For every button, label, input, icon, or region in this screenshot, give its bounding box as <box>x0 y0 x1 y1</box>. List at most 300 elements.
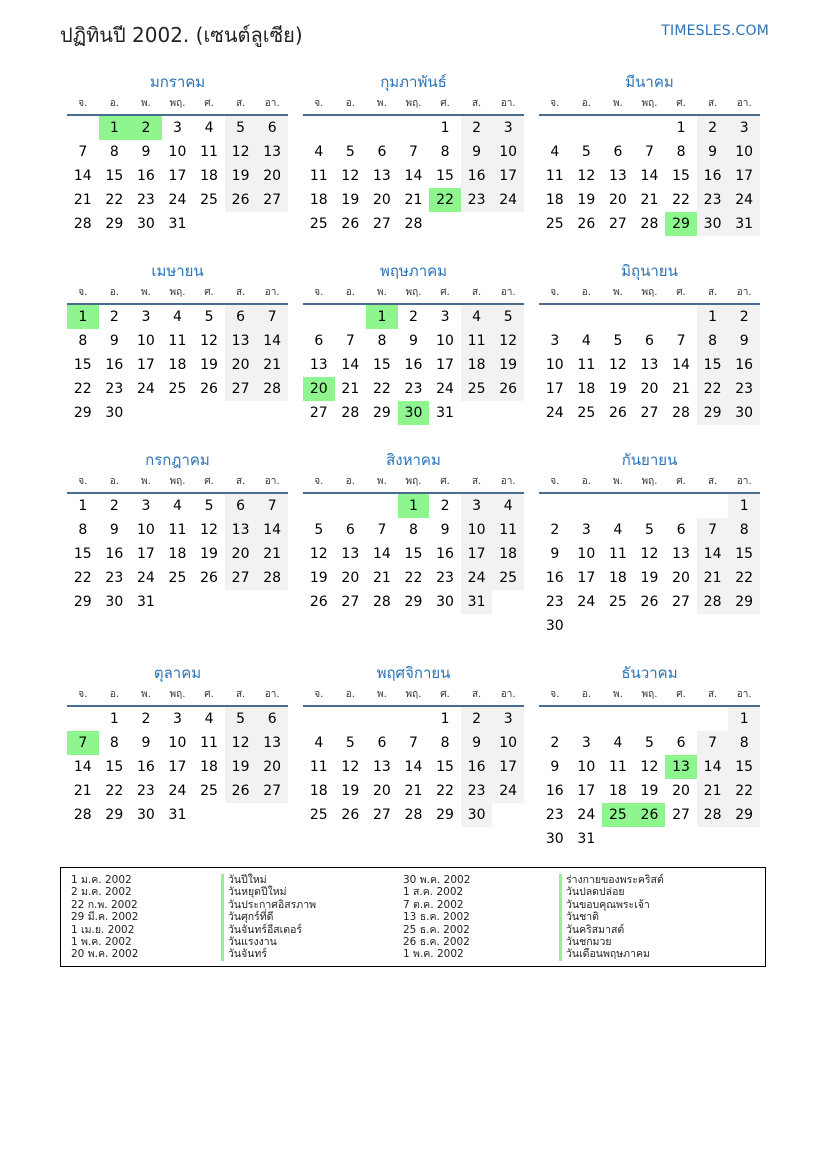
day-cell: 6 <box>225 305 257 329</box>
day-cell: 4 <box>613 522 623 538</box>
day-cell: 12 <box>577 168 596 184</box>
day-cell: 8 <box>697 329 729 353</box>
weekday-header <box>539 94 760 116</box>
day-grid <box>67 116 288 236</box>
weekday-label: จ. <box>550 689 560 700</box>
day-grid <box>539 707 760 851</box>
day-cell: 9 <box>141 144 151 160</box>
day-cell: 6 <box>256 116 288 140</box>
day-cell: 20 <box>640 381 659 397</box>
day-cell: 17 <box>577 783 596 799</box>
day-cell: 28 <box>372 594 391 610</box>
day-cell: 21 <box>256 353 288 377</box>
empty-cell <box>634 305 666 329</box>
weekday-label: ส. <box>707 476 718 487</box>
holiday-list <box>60 867 766 967</box>
day-cell: 10 <box>168 144 187 160</box>
day-cell: 30 <box>136 807 155 823</box>
weekday-label: พ. <box>141 287 151 298</box>
day-cell: 17 <box>492 164 524 188</box>
empty-cell <box>571 494 603 518</box>
day-cell: 5 <box>613 333 623 349</box>
day-cell: 13 <box>225 518 257 542</box>
day-cell: 23 <box>545 807 564 823</box>
empty-cell <box>303 305 335 329</box>
day-cell: 11 <box>309 759 328 775</box>
empty-cell <box>335 116 367 140</box>
day-cell: 8 <box>78 333 88 349</box>
weekday-label: พฤ. <box>405 689 422 700</box>
holiday-date: 1 ม.ค. 2002 <box>71 874 132 886</box>
day-cell: 4 <box>173 309 182 325</box>
day-cell: 9 <box>141 735 151 751</box>
day-cell: 26 <box>341 807 360 823</box>
weekday-label: พฤ. <box>169 476 186 487</box>
empty-cell <box>303 494 335 518</box>
day-cell: 27 <box>256 188 288 212</box>
weekday-label: จ. <box>314 287 324 298</box>
day-cell: 17 <box>136 357 155 373</box>
day-cell: 27 <box>309 405 328 421</box>
day-cell: 13 <box>372 168 391 184</box>
weekday-label: จ. <box>314 98 324 109</box>
day-cell: 21 <box>73 192 92 208</box>
day-cell: 14 <box>341 357 360 373</box>
day-cell: 28 <box>73 807 92 823</box>
day-cell: 26 <box>200 381 218 397</box>
day-cell: 4 <box>613 735 623 751</box>
day-cell: 22 <box>105 783 124 799</box>
day-cell: 31 <box>168 807 187 823</box>
day-cell: 20 <box>608 192 627 208</box>
day-cell: 23 <box>461 779 493 803</box>
day-cell: 11 <box>608 759 627 775</box>
day-cell: 22 <box>436 783 454 799</box>
day-cell: 27 <box>372 807 391 823</box>
month-name: กรกฎาคม <box>145 451 210 469</box>
day-cell: 4 <box>581 333 591 349</box>
day-cell: 4 <box>173 498 182 514</box>
day-cell: 29 <box>105 807 124 823</box>
weekday-label: อา. <box>264 287 280 298</box>
day-cell: 6 <box>377 735 387 751</box>
holiday-date: 1 พ.ค. 2002 <box>71 936 132 949</box>
day-cell: 12 <box>492 329 524 353</box>
day-cell: 28 <box>256 566 288 590</box>
empty-cell <box>366 116 398 140</box>
day-cell: 28 <box>697 590 729 614</box>
day-grid <box>67 494 288 614</box>
day-cell: 21 <box>256 542 288 566</box>
weekday-label: พ. <box>141 98 151 109</box>
day-cell: 27 <box>256 779 288 803</box>
weekday-label: จ. <box>78 476 88 487</box>
holiday-name: ร่างกายของพระคริสต์ <box>559 874 664 886</box>
day-cell: 24 <box>436 381 454 397</box>
day-cell: 21 <box>372 570 391 586</box>
weekday-label: อ. <box>109 689 119 700</box>
day-cell: 12 <box>200 522 218 538</box>
day-cell: 17 <box>168 168 187 184</box>
day-cell: 16 <box>105 357 124 373</box>
empty-cell <box>398 707 430 731</box>
holiday-name: วันคริสมาสต์ <box>559 924 664 936</box>
day-cell: 9 <box>550 759 560 775</box>
holiday-day-cell: 1 <box>366 305 398 329</box>
empty-cell <box>665 707 697 731</box>
day-cell: 6 <box>314 333 324 349</box>
day-cell: 23 <box>105 570 124 586</box>
day-grid <box>539 494 760 638</box>
year-calendar-grid <box>67 70 760 850</box>
month-name: กันยายน <box>621 451 678 469</box>
day-cell: 30 <box>105 594 124 610</box>
day-cell: 18 <box>168 357 187 373</box>
weekday-label: พฤ. <box>405 476 422 487</box>
day-cell: 19 <box>341 783 360 799</box>
day-cell: 30 <box>545 831 564 847</box>
weekday-label: ส. <box>471 98 482 109</box>
day-cell: 8 <box>109 144 119 160</box>
day-cell: 4 <box>461 305 493 329</box>
day-cell: 25 <box>461 377 493 401</box>
day-cell: 24 <box>168 783 187 799</box>
holiday-day-cell: 1 <box>67 305 99 329</box>
holiday-name: วันปีใหม่ <box>221 874 316 886</box>
day-cell: 12 <box>608 357 627 373</box>
month-name: ตุลาคม <box>153 664 202 682</box>
holiday-date: 29 มี.ค. 2002 <box>71 911 139 924</box>
weekday-label: พฤ. <box>641 287 658 298</box>
day-cell: 30 <box>436 594 454 610</box>
day-cell: 15 <box>105 168 124 184</box>
day-cell: 17 <box>436 357 454 373</box>
empty-cell <box>697 707 729 731</box>
month-block <box>303 70 524 259</box>
day-cell: 25 <box>168 570 187 586</box>
day-cell: 2 <box>409 309 418 325</box>
day-cell: 30 <box>136 216 155 232</box>
day-grid <box>303 494 524 614</box>
empty-cell <box>398 116 430 140</box>
site-brand-link[interactable]: TIMESLES.COM <box>661 23 769 39</box>
day-cell: 2 <box>461 116 493 140</box>
day-cell: 24 <box>577 594 596 610</box>
weekday-label: อ. <box>345 287 355 298</box>
holiday-name: วันเดือนพฤษภาคม <box>559 948 664 960</box>
day-cell: 16 <box>461 164 493 188</box>
day-cell: 6 <box>225 494 257 518</box>
holiday-date: 1 เม.ย. 2002 <box>71 923 135 936</box>
day-cell: 11 <box>200 144 218 160</box>
day-cell: 6 <box>377 144 387 160</box>
day-cell: 10 <box>577 546 596 562</box>
day-cell: 7 <box>697 731 729 755</box>
day-cell: 20 <box>672 570 690 586</box>
day-cell: 17 <box>168 759 187 775</box>
empty-cell <box>602 116 634 140</box>
day-cell: 5 <box>225 116 257 140</box>
holiday-date: 13 ธ.ค. 2002 <box>403 911 470 924</box>
day-cell: 10 <box>492 731 524 755</box>
empty-cell <box>602 494 634 518</box>
day-cell: 5 <box>225 707 257 731</box>
day-cell: 11 <box>492 518 524 542</box>
weekday-label: พฤ. <box>641 689 658 700</box>
day-cell: 5 <box>581 144 591 160</box>
weekday-label: อา. <box>500 689 516 700</box>
month-name: มิถุนายน <box>621 262 678 280</box>
day-cell: 19 <box>341 192 360 208</box>
day-cell: 31 <box>461 590 493 614</box>
day-cell: 20 <box>372 783 391 799</box>
day-cell: 9 <box>109 333 119 349</box>
weekday-label: ศ. <box>440 476 450 487</box>
day-cell: 27 <box>225 566 257 590</box>
month-block <box>67 259 288 448</box>
holiday-name: วันชกมวย <box>559 936 664 948</box>
holiday-names-right <box>559 874 664 961</box>
weekday-label: จ. <box>314 476 324 487</box>
weekday-label: พฤ. <box>169 98 186 109</box>
weekday-label: จ. <box>78 287 88 298</box>
empty-cell <box>602 707 634 731</box>
weekday-label: อ. <box>345 476 355 487</box>
day-cell: 20 <box>225 353 257 377</box>
weekday-label: อา. <box>264 476 280 487</box>
day-cell: 27 <box>640 405 659 421</box>
holiday-name: วันจันทร์อีสเตอร์ <box>221 924 316 936</box>
day-cell: 3 <box>550 333 560 349</box>
empty-cell <box>634 494 666 518</box>
day-cell: 26 <box>640 594 659 610</box>
day-cell: 22 <box>73 570 92 586</box>
weekday-header <box>303 472 524 494</box>
day-cell: 14 <box>73 759 92 775</box>
day-cell: 2 <box>109 309 119 325</box>
day-cell: 19 <box>200 546 218 562</box>
day-cell: 21 <box>697 566 729 590</box>
day-cell: 5 <box>492 305 524 329</box>
holiday-names-left <box>221 874 316 961</box>
day-cell: 13 <box>608 168 627 184</box>
empty-cell <box>539 116 571 140</box>
day-cell: 31 <box>728 212 760 236</box>
day-cell: 4 <box>550 144 560 160</box>
weekday-header <box>67 472 288 494</box>
day-cell: 16 <box>105 546 124 562</box>
month-block <box>539 661 760 850</box>
holiday-date: 25 ธ.ค. 2002 <box>403 923 470 936</box>
month-name: พฤศจิกายน <box>376 664 451 682</box>
day-cell: 8 <box>377 333 387 349</box>
weekday-label: พ. <box>377 98 387 109</box>
empty-cell <box>366 707 398 731</box>
day-cell: 8 <box>109 735 119 751</box>
holiday-date: 2 ม.ค. 2002 <box>71 886 132 899</box>
weekday-label: จ. <box>78 689 88 700</box>
day-cell: 13 <box>640 357 659 373</box>
day-cell: 26 <box>225 188 257 212</box>
holiday-day-cell: 20 <box>303 377 335 401</box>
holiday-day-cell: 7 <box>67 731 99 755</box>
day-cell: 24 <box>577 807 596 823</box>
day-grid <box>539 305 760 425</box>
day-cell: 27 <box>225 377 257 401</box>
day-cell: 23 <box>136 783 155 799</box>
day-cell: 2 <box>697 116 729 140</box>
day-cell: 2 <box>550 735 560 751</box>
day-cell: 27 <box>372 216 391 232</box>
holiday-name: วันหยุดปีใหม่ <box>221 886 316 898</box>
weekday-label: อ. <box>109 476 119 487</box>
weekday-label: อา. <box>736 98 752 109</box>
day-cell: 8 <box>676 144 686 160</box>
day-cell: 31 <box>436 405 454 421</box>
day-cell: 22 <box>728 779 760 803</box>
day-cell: 3 <box>173 120 182 136</box>
weekday-header <box>303 685 524 707</box>
day-cell: 2 <box>109 498 119 514</box>
weekday-label: ศ. <box>440 98 450 109</box>
weekday-label: ศ. <box>440 287 450 298</box>
day-cell: 30 <box>697 212 729 236</box>
weekday-label: อา. <box>500 287 516 298</box>
day-cell: 2 <box>550 522 560 538</box>
day-cell: 3 <box>492 707 524 731</box>
day-cell: 31 <box>136 594 155 610</box>
holiday-day-cell: 1 <box>398 494 430 518</box>
month-name: พฤษภาคม <box>379 262 448 280</box>
day-cell: 19 <box>309 570 328 586</box>
day-cell: 21 <box>341 381 360 397</box>
weekday-label: พฤ. <box>405 287 422 298</box>
day-cell: 6 <box>345 522 355 538</box>
day-cell: 25 <box>577 405 596 421</box>
day-cell: 18 <box>608 783 627 799</box>
day-cell: 29 <box>697 401 729 425</box>
day-cell: 20 <box>672 783 690 799</box>
day-cell: 25 <box>492 566 524 590</box>
day-cell: 5 <box>204 309 214 325</box>
empty-cell <box>303 707 335 731</box>
weekday-label: อ. <box>581 476 591 487</box>
month-row <box>67 70 760 259</box>
day-grid <box>303 116 524 236</box>
day-cell: 11 <box>168 522 187 538</box>
day-cell: 19 <box>492 353 524 377</box>
day-cell: 28 <box>404 807 423 823</box>
day-cell: 9 <box>697 140 729 164</box>
weekday-label: อา. <box>736 476 752 487</box>
day-grid <box>303 707 524 827</box>
day-cell: 23 <box>105 381 124 397</box>
weekday-label: ส. <box>471 287 482 298</box>
empty-cell <box>665 494 697 518</box>
weekday-label: พฤ. <box>169 689 186 700</box>
day-cell: 16 <box>436 546 454 562</box>
day-cell: 15 <box>728 542 760 566</box>
weekday-label: อา. <box>264 98 280 109</box>
day-cell: 21 <box>640 192 659 208</box>
holiday-date: 20 พ.ค. 2002 <box>71 948 139 961</box>
month-block <box>303 259 524 448</box>
day-cell: 1 <box>440 120 450 136</box>
day-cell: 9 <box>109 522 119 538</box>
day-cell: 11 <box>168 333 187 349</box>
holiday-dates-right <box>403 874 470 961</box>
month-row <box>67 661 760 850</box>
day-cell: 16 <box>404 357 423 373</box>
day-cell: 7 <box>409 735 418 751</box>
day-cell: 11 <box>577 357 596 373</box>
day-cell: 5 <box>645 735 654 751</box>
holiday-date: 1 พ.ค. 2002 <box>403 948 464 961</box>
weekday-label: อ. <box>581 689 591 700</box>
day-cell: 22 <box>728 566 760 590</box>
day-cell: 26 <box>608 405 627 421</box>
day-cell: 22 <box>73 381 92 397</box>
holiday-name: วันประกาศอิสรภาพ <box>221 899 316 911</box>
day-cell: 14 <box>404 759 423 775</box>
weekday-label: อ. <box>581 98 591 109</box>
day-cell: 19 <box>225 755 257 779</box>
day-cell: 23 <box>461 188 493 212</box>
month-name: สิงหาคม <box>386 451 441 469</box>
day-cell: 19 <box>608 381 627 397</box>
day-cell: 15 <box>105 759 124 775</box>
holiday-date: 22 ก.พ. 2002 <box>71 898 138 911</box>
day-grid <box>67 707 288 827</box>
day-cell: 22 <box>372 381 391 397</box>
day-cell: 14 <box>256 518 288 542</box>
day-cell: 16 <box>136 759 155 775</box>
day-cell: 29 <box>372 405 391 421</box>
day-cell: 24 <box>492 188 524 212</box>
weekday-label: พ. <box>613 476 623 487</box>
day-cell: 18 <box>545 192 564 208</box>
empty-cell <box>67 116 99 140</box>
day-cell: 18 <box>309 192 328 208</box>
day-cell: 6 <box>676 522 686 538</box>
holiday-date: 30 พ.ค. 2002 <box>403 874 471 886</box>
day-cell: 19 <box>640 783 659 799</box>
day-cell: 3 <box>173 711 182 727</box>
day-cell: 20 <box>341 570 360 586</box>
day-cell: 24 <box>136 570 155 586</box>
weekday-label: อ. <box>581 287 591 298</box>
day-cell: 23 <box>404 381 423 397</box>
day-cell: 16 <box>545 570 564 586</box>
day-cell: 25 <box>608 594 627 610</box>
weekday-label: พ. <box>377 689 387 700</box>
weekday-label: พฤ. <box>405 98 422 109</box>
day-cell: 2 <box>461 707 493 731</box>
day-cell: 23 <box>545 594 564 610</box>
empty-cell <box>697 494 729 518</box>
weekday-label: พ. <box>141 476 151 487</box>
day-cell: 1 <box>697 305 729 329</box>
day-cell: 3 <box>492 116 524 140</box>
day-cell: 17 <box>545 381 564 397</box>
day-cell: 14 <box>672 357 690 373</box>
day-cell: 28 <box>697 803 729 827</box>
day-cell: 11 <box>309 168 328 184</box>
day-cell: 15 <box>73 357 92 373</box>
day-cell: 9 <box>461 140 493 164</box>
day-cell: 6 <box>256 707 288 731</box>
holiday-day-cell: 30 <box>398 401 430 425</box>
